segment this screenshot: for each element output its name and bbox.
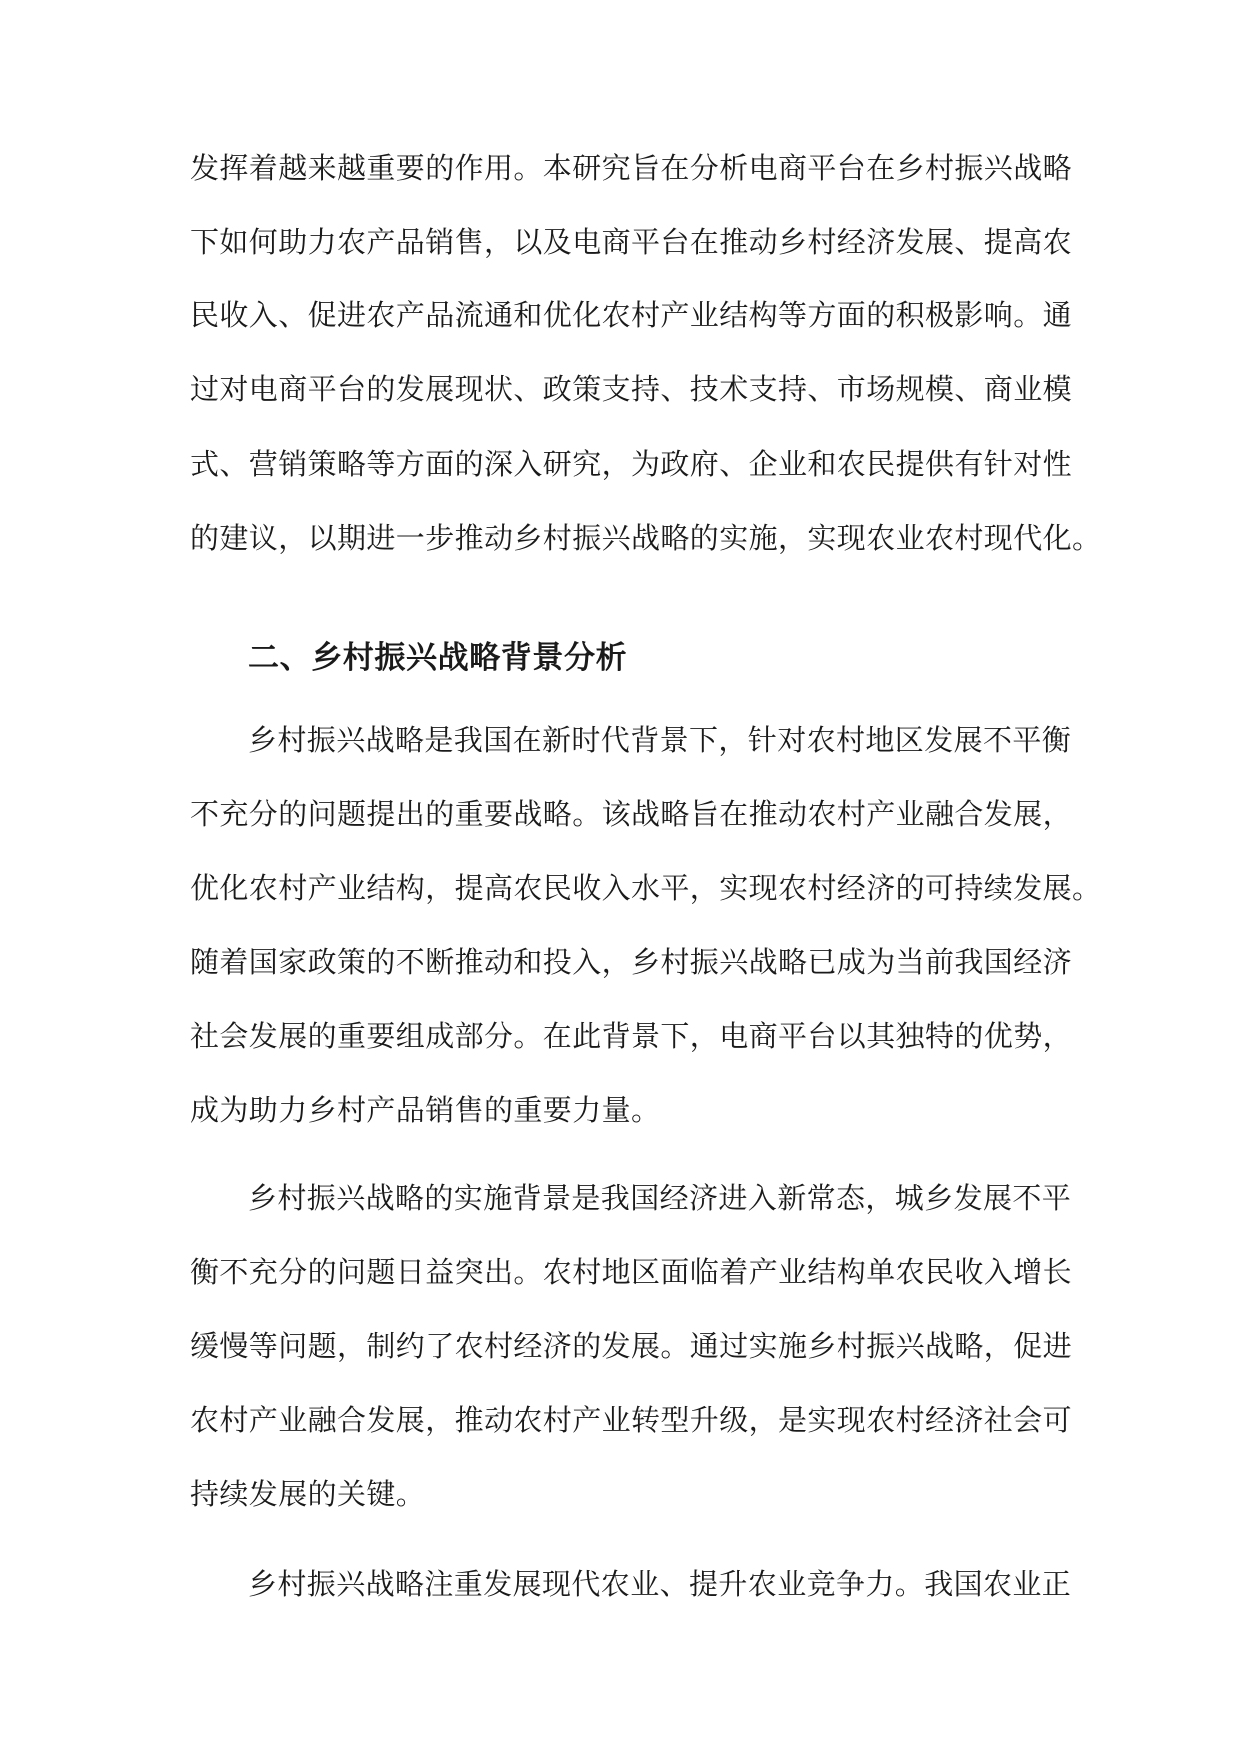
paragraph-line: 民收入、促进农产品流通和优化农村产业结构等方面的积极影响。通 (190, 298, 1073, 332)
paragraph-line: 随着国家政策的不断推动和投入，乡村振兴战略已成为当前我国经济 (190, 945, 1073, 979)
paragraph-line: 缓慢等问题，制约了农村经济的发展。通过实施乡村振兴战略，促进 (190, 1329, 1073, 1363)
paragraph-line: 乡村振兴战略是我国在新时代背景下，针对农村地区发展不平衡 (248, 723, 1072, 757)
paragraph-line: 成为助力乡村产品销售的重要力量。 (190, 1093, 661, 1127)
paragraph-line: 过对电商平台的发展现状、政策支持、技术支持、市场规模、商业模 (190, 372, 1073, 406)
paragraph-line: 的建议，以期进一步推动乡村振兴战略的实施，实现农业农村现代化。 (190, 521, 1102, 555)
paragraph-line: 持续发展的关键。 (190, 1477, 426, 1511)
paragraph-line: 不充分的问题提出的重要战略。该战略旨在推动农村产业融合发展， (190, 797, 1073, 831)
paragraph-line: 农村产业融合发展，推动农村产业转型升级，是实现农村经济社会可 (190, 1403, 1073, 1437)
paragraph-line: 乡村振兴战略注重发展现代农业、提升农业竞争力。我国农业正 (248, 1567, 1072, 1601)
paragraph-line: 乡村振兴战略的实施背景是我国经济进入新常态，城乡发展不平 (248, 1181, 1072, 1215)
paragraph-line: 发挥着越来越重要的作用。本研究旨在分析电商平台在乡村振兴战略 (190, 151, 1073, 185)
paragraph-line: 优化农村产业结构，提高农民收入水平，实现农村经济的可持续发展。 (190, 871, 1102, 905)
paragraph-line: 衡不充分的问题日益突出。农村地区面临着产业结构单农民收入增长 (190, 1255, 1073, 1289)
paragraph-line: 社会发展的重要组成部分。在此背景下，电商平台以其独特的优势， (190, 1019, 1073, 1053)
section-heading: 二、乡村振兴战略背景分析 (248, 640, 628, 676)
paragraph-line: 式、营销策略等方面的深入研究，为政府、企业和农民提供有针对性 (190, 447, 1073, 481)
paragraph-line: 下如何助力农产品销售，以及电商平台在推动乡村经济发展、提高农 (190, 225, 1073, 259)
